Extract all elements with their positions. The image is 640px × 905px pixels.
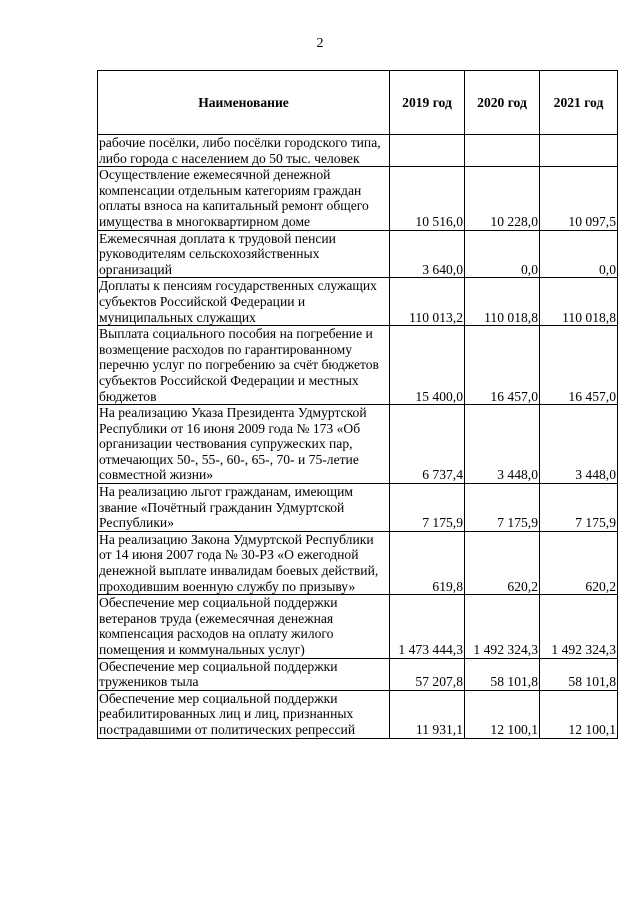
header-2021: 2021 год (540, 71, 618, 135)
row-value-2021: 10 097,5 (540, 167, 618, 230)
row-value-2021 (540, 135, 618, 167)
row-value-2020: 16 457,0 (465, 326, 540, 405)
row-name: Обеспечение мер социальной поддержки ветеранов труда (ежемесячная денежная компенсация расходов на оплату жилого помещения и коммунальных услуг) (98, 595, 390, 658)
row-value-2021: 1 492 324,3 (540, 595, 618, 658)
table-row (98, 278, 618, 326)
row-value-2020 (465, 135, 540, 167)
row-value-2020: 0,0 (465, 230, 540, 278)
table-header-row (98, 71, 618, 135)
row-value-2021: 110 018,8 (540, 278, 618, 326)
row-value-2021: 3 448,0 (540, 405, 618, 484)
table-row (98, 484, 618, 532)
row-value-2020: 110 018,8 (465, 278, 540, 326)
row-value-2019: 57 207,8 (390, 658, 465, 690)
table-row (98, 531, 618, 594)
header-name: Наименование (98, 71, 390, 135)
row-name: На реализацию Указа Президента Удмуртской Республики от 16 июня 2009 года № 173 «Об организации чествования супружеских пар, отмечающих 50-, 55-, 60-, 65-, 70- и 75-летие совместной жизни» (98, 405, 390, 484)
row-name: Обеспечение мер социальной поддержки тружеников тыла (98, 658, 390, 690)
table-row (98, 405, 618, 484)
row-value-2021: 0,0 (540, 230, 618, 278)
row-value-2021: 12 100,1 (540, 690, 618, 738)
row-value-2019: 110 013,2 (390, 278, 465, 326)
row-value-2021: 16 457,0 (540, 326, 618, 405)
row-value-2019: 3 640,0 (390, 230, 465, 278)
row-name: Доплаты к пенсиям государственных служащих субъектов Российской Федерации и муниципальных служащих (98, 278, 390, 326)
row-value-2019: 619,8 (390, 531, 465, 594)
table-row (98, 167, 618, 230)
row-value-2019 (390, 135, 465, 167)
page-number: 2 (316, 36, 324, 51)
row-name: Ежемесячная доплата к трудовой пенсии руководителям сельскохозяйственных организаций (98, 230, 390, 278)
row-name: Обеспечение мер социальной поддержки реабилитированных лиц и лиц, признанных пострадавшими от политических репрессий (98, 690, 390, 738)
row-value-2021: 7 175,9 (540, 484, 618, 532)
row-value-2019: 15 400,0 (390, 326, 465, 405)
table-row (98, 135, 618, 167)
table-row (98, 658, 618, 690)
row-value-2020: 10 228,0 (465, 167, 540, 230)
row-value-2019: 1 473 444,3 (390, 595, 465, 658)
budget-table (97, 70, 618, 739)
row-name: рабочие посёлки, либо посёлки городского типа, либо города с населением до 50 тыс. человек (98, 135, 390, 167)
table-row (98, 595, 618, 658)
row-value-2020: 58 101,8 (465, 658, 540, 690)
row-value-2020: 3 448,0 (465, 405, 540, 484)
row-value-2019: 11 931,1 (390, 690, 465, 738)
table-row (98, 690, 618, 738)
row-value-2021: 58 101,8 (540, 658, 618, 690)
row-value-2020: 620,2 (465, 531, 540, 594)
row-value-2020: 7 175,9 (465, 484, 540, 532)
row-value-2021: 620,2 (540, 531, 618, 594)
row-name: На реализацию Закона Удмуртской Республики от 14 июня 2007 года № 30-РЗ «О ежегодной денежной выплате инвалидам боевых действий, проходившим военную службу по призыву» (98, 531, 390, 594)
row-name: На реализацию льгот гражданам, имеющим звание «Почётный гражданин Удмуртской Республики» (98, 484, 390, 532)
row-value-2020: 12 100,1 (465, 690, 540, 738)
row-name: Осуществление ежемесячной денежной компенсации отдельным категориям граждан оплаты взноса на капитальный ремонт общего имущества в многоквартирном доме (98, 167, 390, 230)
row-value-2019: 7 175,9 (390, 484, 465, 532)
table-row (98, 326, 618, 405)
row-value-2019: 10 516,0 (390, 167, 465, 230)
table-row (98, 230, 618, 278)
header-2020: 2020 год (465, 71, 540, 135)
row-name: Выплата социального пособия на погребение и возмещение расходов по гарантированному перечню услуг по погребению за счёт бюджетов субъектов Российской Федерации и местных бюджетов (98, 326, 390, 405)
row-value-2020: 1 492 324,3 (465, 595, 540, 658)
row-value-2019: 6 737,4 (390, 405, 465, 484)
header-2019: 2019 год (390, 71, 465, 135)
